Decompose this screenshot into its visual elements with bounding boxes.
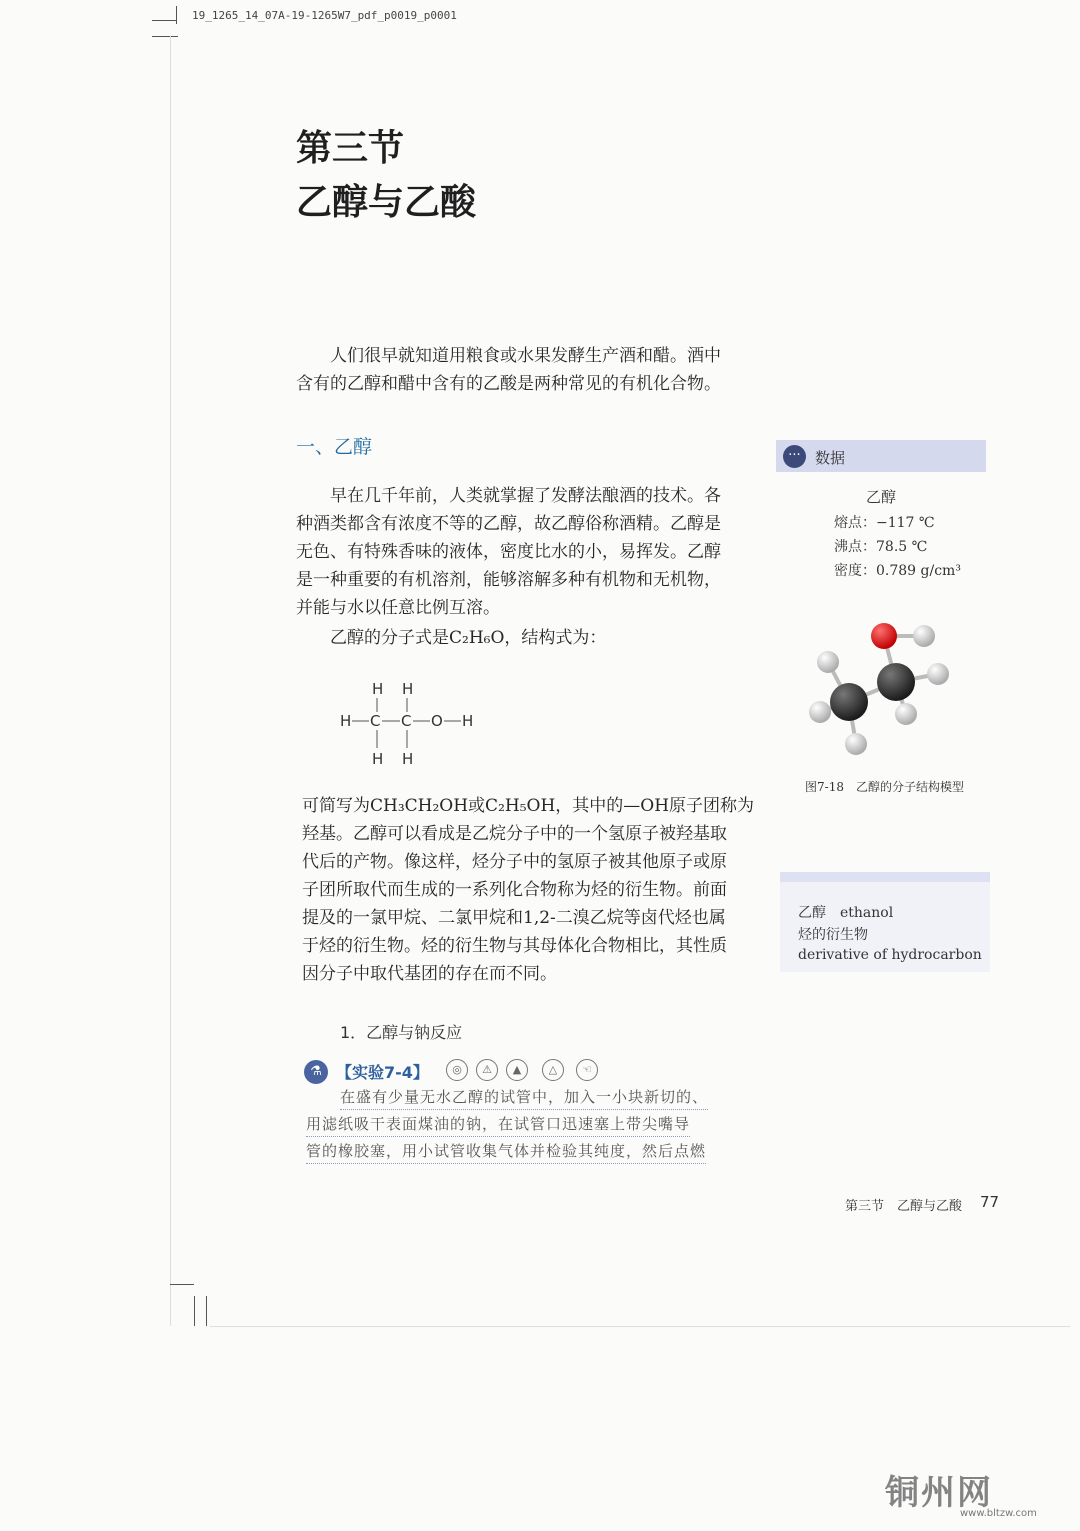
- chapter-title: 乙醇与乙酸: [296, 182, 477, 223]
- data-sidebar-header: [776, 440, 986, 472]
- flask-icon: ⚗: [304, 1060, 328, 1084]
- atom-h: H: [340, 712, 352, 730]
- experiment-line: 用滤纸吸干表面煤油的钠，在试管口迅速塞上带尖嘴导: [306, 1113, 690, 1137]
- section-heading: 一、乙醇: [296, 436, 373, 458]
- atom-o: O: [431, 712, 443, 730]
- crop-mark: [170, 1284, 194, 1285]
- page-edge-left: [170, 36, 171, 1326]
- body-line: 因分子中取代基团的存在而不同。: [302, 964, 557, 984]
- atom-c: C: [370, 712, 381, 730]
- goggles-icon: ◎: [446, 1059, 468, 1081]
- flammable-icon: ▲: [506, 1059, 528, 1081]
- data-boiling-point: 沸点：78.5 ℃: [834, 539, 928, 555]
- hydrogen-atom: [845, 733, 867, 755]
- hydrogen-atom: [913, 625, 935, 647]
- carbon-atom: [830, 683, 868, 721]
- intro-line: 含有的乙醇和醋中含有的乙酸是两种常见的有机化合物。: [296, 374, 721, 394]
- body-line: 早在几千年前，人类就掌握了发酵法酿酒的技术。各: [330, 486, 721, 506]
- figure-caption: 图7-18 乙醇的分子结构模型: [805, 780, 964, 794]
- running-footer: 第三节 乙醇与乙酸: [845, 1199, 963, 1214]
- data-melting-point: 熔点：−117 ℃: [834, 515, 935, 531]
- crop-mark: [152, 20, 176, 21]
- crop-mark: [206, 1296, 207, 1326]
- atom-h: H: [402, 680, 414, 698]
- formula-intro: 乙醇的分子式是C₂H₆O，结构式为：: [330, 628, 607, 648]
- crop-mark: [194, 1296, 195, 1326]
- vocab-line: 烃的衍生物: [798, 927, 868, 943]
- data-sidebar-label: 数据: [815, 449, 846, 467]
- body-line: 可简写为CH₃CH₂OH或C₂H₅OH，其中的—OH原子团称为: [302, 796, 755, 816]
- body-line: 提及的一氯甲烷、二氯甲烷和1,2-二溴乙烷等卤代烃也属: [302, 908, 726, 928]
- hand-wash-icon: ☜: [576, 1059, 598, 1081]
- intro-line: 人们很早就知道用粮食或水果发酵生产酒和醋。酒中: [330, 346, 721, 366]
- body-line: 子团所取代而生成的一系列化合物称为烃的衍生物。前面: [302, 880, 727, 900]
- atom-c: C: [401, 712, 412, 730]
- carbon-atom: [877, 663, 915, 701]
- hydrogen-atom: [895, 703, 917, 725]
- body-line: 种酒类都含有浓度不等的乙醇，故乙醇俗称酒精。乙醇是: [296, 514, 721, 534]
- crop-mark: [176, 6, 177, 24]
- hydrogen-atom: [817, 651, 839, 673]
- structural-formula: [332, 674, 492, 774]
- page-number: 77: [980, 1193, 1000, 1211]
- experiment-title: 【实验7-4】: [336, 1063, 429, 1082]
- body-line: 于烃的衍生物。烃的衍生物与其母体化合物相比，其性质: [302, 936, 727, 956]
- crop-mark: [152, 36, 178, 37]
- page-edge-bottom: [210, 1326, 1070, 1327]
- vocab-line: 乙醇 ethanol: [798, 905, 894, 921]
- atom-h: H: [372, 680, 384, 698]
- subsection-title: 1．乙醇与钠反应: [340, 1023, 463, 1042]
- chapter-number: 第三节: [296, 128, 405, 169]
- experiment-line: 管的橡胶塞，用小试管收集气体并检验其纯度，然后点燃: [306, 1140, 706, 1164]
- ethanol-ball-model: [796, 616, 976, 766]
- oxygen-atom: [871, 623, 897, 649]
- data-substance: 乙醇: [866, 488, 897, 506]
- body-line: 并能与水以任意比例互溶。: [296, 598, 500, 618]
- corrosive-icon: ⚠: [476, 1059, 498, 1081]
- chat-bubble-icon: ···: [783, 445, 806, 468]
- atom-h: H: [402, 750, 414, 768]
- data-density: 密度：0.789 g/cm³: [834, 563, 961, 579]
- watermark-url: www.bltzw.com: [960, 1508, 1037, 1519]
- atom-h: H: [372, 750, 384, 768]
- file-id-header: 19_1265_14_07A-19-1265W7_pdf_p0019_p0001: [192, 9, 457, 22]
- hydrogen-atom: [927, 663, 949, 685]
- warning-icon: △: [542, 1059, 564, 1081]
- body-line: 无色、有特殊香味的液体，密度比水的小，易挥发。乙醇: [296, 542, 721, 562]
- body-line: 羟基。乙醇可以看成是乙烷分子中的一个氢原子被羟基取: [302, 824, 727, 844]
- watermark-logo: 铜州网: [885, 1473, 993, 1513]
- experiment-line: 在盛有少量无水乙醇的试管中，加入一小块新切的、: [340, 1086, 708, 1110]
- body-line: 代后的产物。像这样，烃分子中的氢原子被其他原子或原: [302, 852, 727, 872]
- hydrogen-atom: [809, 701, 831, 723]
- atom-h: H: [462, 712, 474, 730]
- body-line: 是一种重要的有机溶剂，能够溶解多种有机物和无机物，: [296, 570, 721, 590]
- vocab-line: derivative of hydrocarbon: [798, 947, 982, 963]
